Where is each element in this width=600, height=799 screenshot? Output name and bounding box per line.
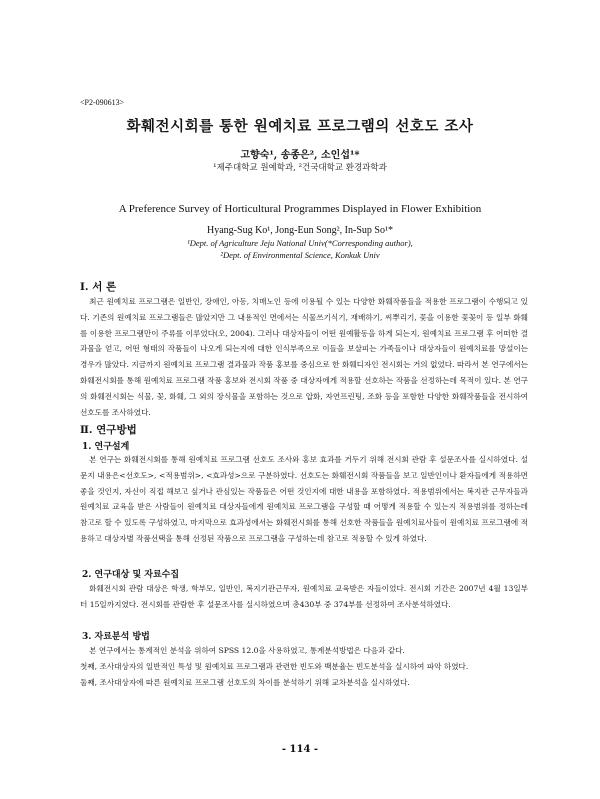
korean-authors: 고향숙¹, 송종은², 소인섭¹*: [240, 150, 360, 161]
analysis-heading: 3. 자료분석 방법: [82, 632, 150, 642]
korean-title: 화훼전시회를 통한 원예치료 프로그램의 선호도 조사: [126, 118, 474, 135]
analysis-line-2: 첫째, 조사대상자의 일반적인 특성 및 원예치료 프로그램과 관련한 빈도와 백분율는 빈도분석을 실시하여 파악 하였다.: [80, 661, 469, 671]
introduction-heading: Ⅰ. 서 론: [80, 281, 117, 293]
korean-affiliation: ¹제주대학교 원예학과, ²건국대학교 환경과학과: [213, 163, 387, 173]
analysis-paragraph: [80, 643, 528, 690]
analysis-line-1: 본 연구에서는 통계적인 분석을 위하여 SPSS 12.0을 사용하였고, 통계분석방법은 다음과 같다.: [89, 646, 405, 655]
english-authors: Hyang-Sug Ko¹, Jong-Eun Song², In-Sup So¹*: [207, 225, 393, 236]
introduction-text: 최근 원예치료 프로그램은 일반인, 장애인, 아동, 치매노인 등에 이용될 수 있는 다양한 화훼작품들을 적용한 프로그램이 수행되고 있다. 기존의 원예치료 프로그램들은 많았지만 그 내용적인 면에서는 식물쓰기식기, 재배하기, 씨뿌리기, 꽃을 이용한 꽃꽂이 등 일부 화훼를 이용한 프로그램만이 주류를 이루었다(오, 2004). 그러나 대상자들이 어떤 원예활동을 하게 되는지, 원예치료 프로그램 후 어떠한 결과물을 얻고, 어떤 형태의 작품들이 나오게 되는지에 대한 인식부족으로 이들을 보살피는 가족들이나 대상자들이 원예치료를 망설이는 경우가 많았다. 지금까지 원예치료 프로그램 결과물과 작품 홍보를 중심으로 한 화훼디자인 전시회는 거의 없었다. 따라서 본 연구에서는 화훼전시회를 통해 원예치료 프로그램 작품 홍보와 전시회 작품 중 대상자에게 적용할 선호하는 작품을 선정하는데 목적이 있다. 본 연구의 화훼전시회는 식물, 꽃, 화훼, 그 외의 장식물을 포함하는 것으로 압화, 자연프린팅, 조화 등을 포함한 다양한 화훼작품들을 전시하여 선호도를 조사하였다.: [80, 297, 528, 417]
subjects-text: 화훼전시회 관람 대상은 학생, 학부모, 일반인, 복지기관근무자, 원예치료 교육받은 자들이었다. 전시회 기간은 2007년 4월 13일부터 15일까지였다. 전시회를 관람한 후 설문조사를 실시하였으며 총430부 중 374부를 선정하여 조사분석하였다.: [80, 584, 528, 609]
research-design-heading: 1. 연구설계: [82, 442, 130, 452]
english-affiliation-2: ²Dept. of Environmental Science, Konkuk Univ: [220, 250, 380, 260]
english-affiliation-1: ¹Dept. of Agriculture Jeju National Univ(*Corresponding author),: [187, 238, 413, 248]
page-number: - 114 -: [281, 744, 319, 755]
analysis-line-3: 둘째, 조사대상자에 따른 원예치료 프로그램 선호도의 차이를 분석하기 위해 교차분석을 실시하였다.: [80, 677, 410, 687]
subjects-heading: 2. 연구대상 및 자료수집: [82, 570, 180, 580]
introduction-paragraph: [80, 294, 528, 420]
paper-code: <P2-090613>: [80, 98, 125, 107]
methods-heading: Ⅱ. 연구방법: [80, 424, 137, 436]
research-design-text: 본 연구는 화훼전시회를 통해 원예치료 프로그램 선호도 조사와 홍보 효과를 거두기 위해 전시회 관람 후 설문조사를 실시하였다. 설문지 내용은<선호도>, <적용범위>, <효과성>으로 구분하였다. 선호도는 화훼전시회 작품들을 보고 일반인이나 환자들에게 적용하면 좋을 것인지, 자신이 직접 해보고 싶거나 관심있는 작품들은 어떤 것인지에 대한 내용을 포함하였다. 적용범위에서는 복지관 근무자들과 원예치료 교육을 받은 사람들이 원예치료 대상자들에게 원예치료 프로그램을 구성할 때 어떻게 적용할 수 있는지 적용범위를 정하는데 참고로 할 수 있도록 구성하였고, 마지막으로 효과성에서는 화훼전시회를 통해 선호한 작품들을 원예치료사들이 원예치료 프로그램에 적용하고 대상자별 작품선택을 통해 선정된 작품으로 프로그램을 구성하는데 참고로 적용할 수 있게 하였다.: [80, 455, 528, 543]
subjects-paragraph: [80, 581, 528, 613]
english-title: A Preference Survey of Horticultural Programmes Displayed in Flower Exhibition: [118, 203, 482, 215]
research-design-paragraph: [80, 452, 528, 547]
